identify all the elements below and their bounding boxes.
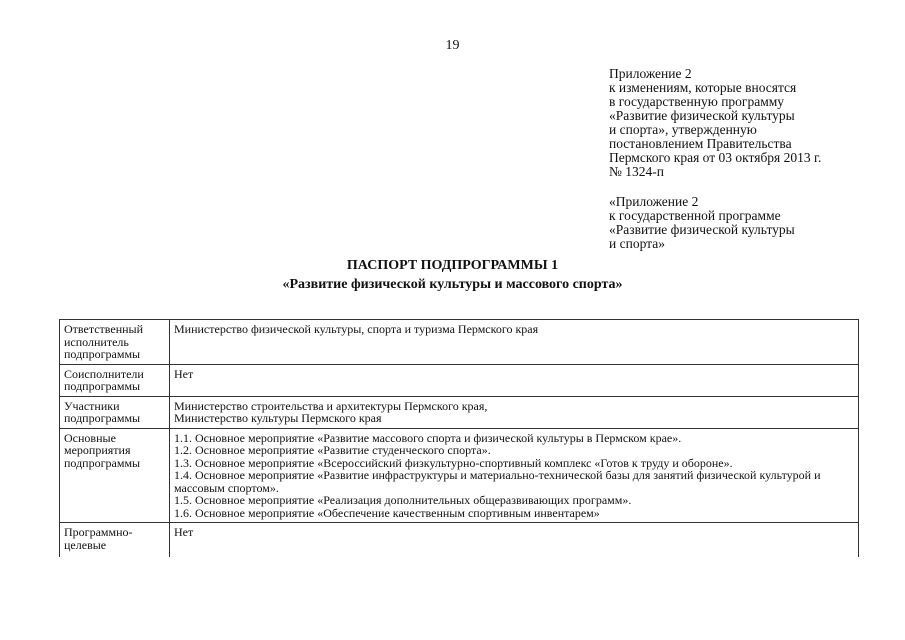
row-label-coexecutors xyxy=(60,364,170,396)
measure-item: 1.1. Основное мероприятие «Развитие массового спорта и физической культуры в Пермском крае». xyxy=(174,430,682,445)
label-line: подпрограммы xyxy=(64,455,141,470)
annex-block-amendments xyxy=(609,67,821,179)
row-label-responsible xyxy=(60,320,170,365)
annex-line: «Развитие физической культуры xyxy=(609,222,795,237)
annex-line: «Приложение 2 xyxy=(609,194,699,209)
annex-line: и спорта», утвержденную xyxy=(609,122,757,137)
label-line: Соисполнители xyxy=(64,366,144,381)
annex-block-program xyxy=(609,195,795,251)
passport-title: ПАСПОРТ ПОДПРОГРАММЫ 1 xyxy=(346,258,559,273)
row-label-program-target xyxy=(60,523,170,558)
label-line: Участники xyxy=(64,398,120,413)
row-value-measures xyxy=(170,428,859,523)
label-line: подпрограммы xyxy=(64,347,141,361)
label-line: Ответственный xyxy=(64,322,144,336)
label-line: подпрограммы xyxy=(64,379,141,393)
table-row xyxy=(60,320,859,365)
annex-line: «Развитие физической культуры xyxy=(609,108,795,123)
label-line: Программно- xyxy=(64,525,133,539)
measure-item: 1.2. Основное мероприятие «Развитие студенческого спорта». xyxy=(174,443,491,457)
annex-line: в государственную программу xyxy=(609,94,785,109)
table-row xyxy=(60,523,859,558)
measure-item: 1.4. Основное мероприятие «Развитие инфраструктуры и материально-технической базы для занятий физической культурой и массовым спортом». xyxy=(174,468,821,495)
table-row xyxy=(60,396,859,428)
measure-item: 1.6. Основное мероприятие «Обеспечение качественным спортивным инвентарем» xyxy=(174,505,600,520)
label-line: подпрограммы xyxy=(64,411,141,425)
row-label-participants xyxy=(60,396,170,428)
row-value-program-target: Нет xyxy=(170,523,859,558)
participant-line: Министерство строительства и архитектуры Пермского края, xyxy=(174,398,488,413)
label-line: Основные xyxy=(64,430,116,445)
row-value-responsible: Министерство физической культуры, спорта и туризма Пермского края xyxy=(170,320,859,365)
label-line: исполнитель xyxy=(64,334,129,349)
measure-item: 1.5. Основное мероприятие «Реализация дополнительных общеразвивающих программ». xyxy=(174,493,632,507)
annex-line: постановлением Правительства xyxy=(609,136,792,151)
label-line: мероприятия xyxy=(64,443,131,457)
row-label-measures xyxy=(60,428,170,523)
annex-line: Пермского края от 03 октября 2013 г. xyxy=(609,150,822,165)
annex-line: к государственной программе xyxy=(609,208,781,223)
label-line: целевые xyxy=(64,537,107,552)
table-row xyxy=(60,428,859,523)
measure-item: 1.3. Основное мероприятие «Всероссийский физкультурно-спортивный комплекс «Готов к труду и обороне». xyxy=(174,455,733,470)
participant-line: Министерство культуры Пермского края xyxy=(174,411,382,425)
passport-subtitle: «Развитие физической культуры и массового спорта» xyxy=(282,277,623,292)
annex-line: Приложение 2 xyxy=(609,66,692,81)
passport-table xyxy=(59,319,859,557)
table-row xyxy=(60,364,859,396)
row-value-coexecutors: Нет xyxy=(170,364,859,396)
annex-line: к изменениям, которые вносятся xyxy=(609,80,797,95)
annex-line: № 1324-п xyxy=(609,164,664,179)
page-number: 19 xyxy=(445,38,460,53)
annex-line: и спорта» xyxy=(609,236,665,251)
row-value-participants xyxy=(170,396,859,428)
